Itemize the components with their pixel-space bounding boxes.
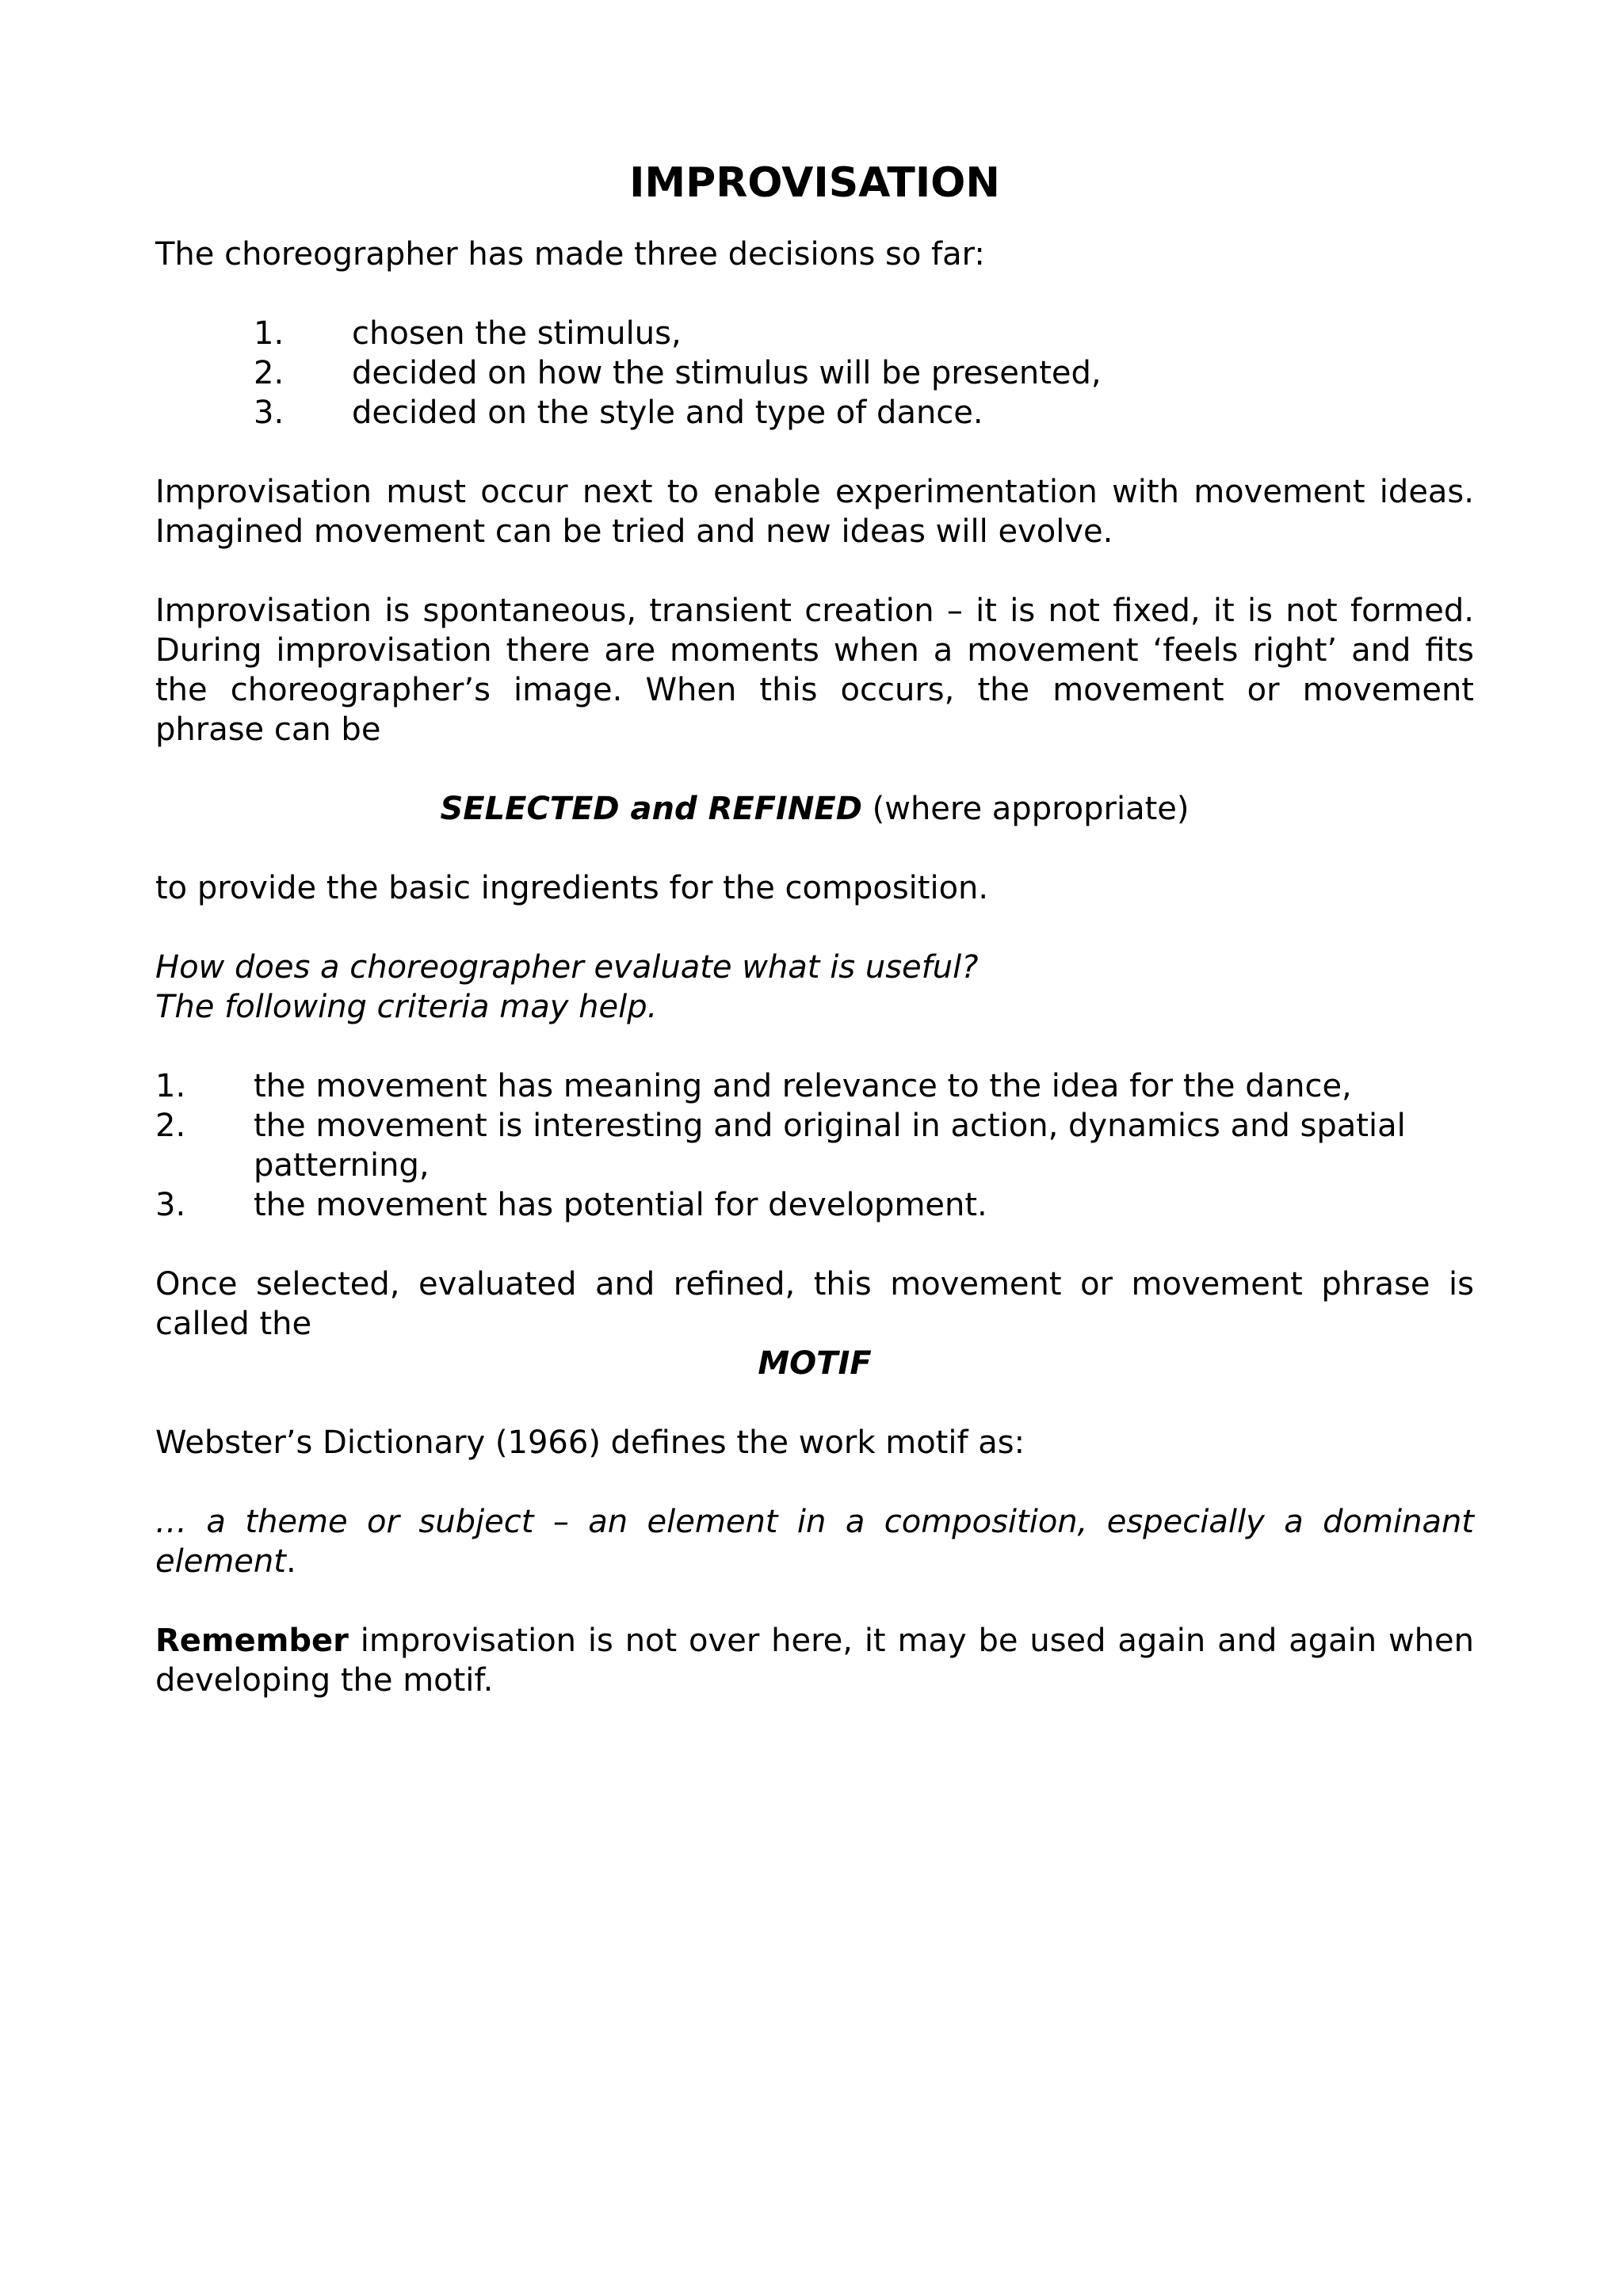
once-selected-paragraph: Once selected, evaluated and refined, this movement or movement phrase is called the [155, 1266, 1474, 1342]
page-title: IMPROVISATION [629, 159, 1000, 207]
remember-text: improvisation is not over here, it may be used again and again when developing the motif. [155, 1623, 1474, 1699]
criteria-list [155, 1066, 1474, 1225]
intro-paragraph: The choreographer has made three decisions so far: [155, 236, 985, 273]
selected-refined-line [155, 789, 1474, 829]
definition-quote [155, 1502, 1474, 1581]
improvisation-next-paragraph: Improvisation must occur next to enable experimentation with movement ideas. Imagined movement can be tried and new ideas will evolve. [155, 474, 1474, 550]
list-item-text: the movement has meaning and relevance to the idea for the dance, [254, 1068, 1352, 1104]
definition-end: . [285, 1543, 296, 1580]
list-item-number: 2. [254, 355, 285, 391]
list-item-number: 1. [254, 315, 285, 352]
document-page [155, 154, 1474, 1740]
list-item [155, 1106, 1474, 1185]
definition-text: … a theme or subject – an element in a composition, especially a dominant element [155, 1504, 1474, 1580]
question-line: The following criteria may help. [155, 989, 658, 1025]
remember-label: Remember [155, 1623, 349, 1659]
ingredients-paragraph: to provide the basic ingredients for the composition. [155, 870, 989, 906]
list-item-text: chosen the stimulus, [352, 315, 682, 352]
list-item [155, 393, 1474, 433]
webster-paragraph: Webster’s Dictionary (1966) defines the work motif as: [155, 1425, 1025, 1461]
list-item-text: the movement has potential for development. [254, 1187, 987, 1223]
list-item-text: the movement is interesting and original in action, dynamics and spatial patterning, [254, 1108, 1406, 1184]
decisions-list [155, 314, 1474, 433]
evaluation-question [155, 948, 1474, 1027]
list-item-number: 1. [155, 1068, 186, 1104]
list-item [155, 1185, 1474, 1225]
motif-heading: MOTIF [758, 1345, 872, 1382]
list-item-number: 2. [155, 1108, 186, 1144]
spontaneous-paragraph: Improvisation is spontaneous, transient creation – it is not fixed, it is not formed. During improvisation there are moments when a movement ‘feels right’ and fits the choreographer’s image. When this occurs, the movement or movement phrase can be [155, 593, 1474, 748]
remember-paragraph [155, 1621, 1474, 1700]
list-item [155, 1066, 1474, 1106]
list-item-text: decided on the style and type of dance. [352, 395, 983, 431]
list-item-number: 3. [155, 1187, 186, 1223]
selected-refined-suffix: (where appropriate) [861, 791, 1190, 827]
list-item [155, 314, 1474, 353]
list-item [155, 353, 1474, 393]
list-item-number: 3. [254, 395, 285, 431]
selected-refined-emphasis: SELECTED and REFINED [440, 791, 862, 827]
question-line: How does a choreographer evaluate what is useful? [155, 949, 979, 986]
list-item-text: decided on how the stimulus will be presented, [352, 355, 1102, 391]
